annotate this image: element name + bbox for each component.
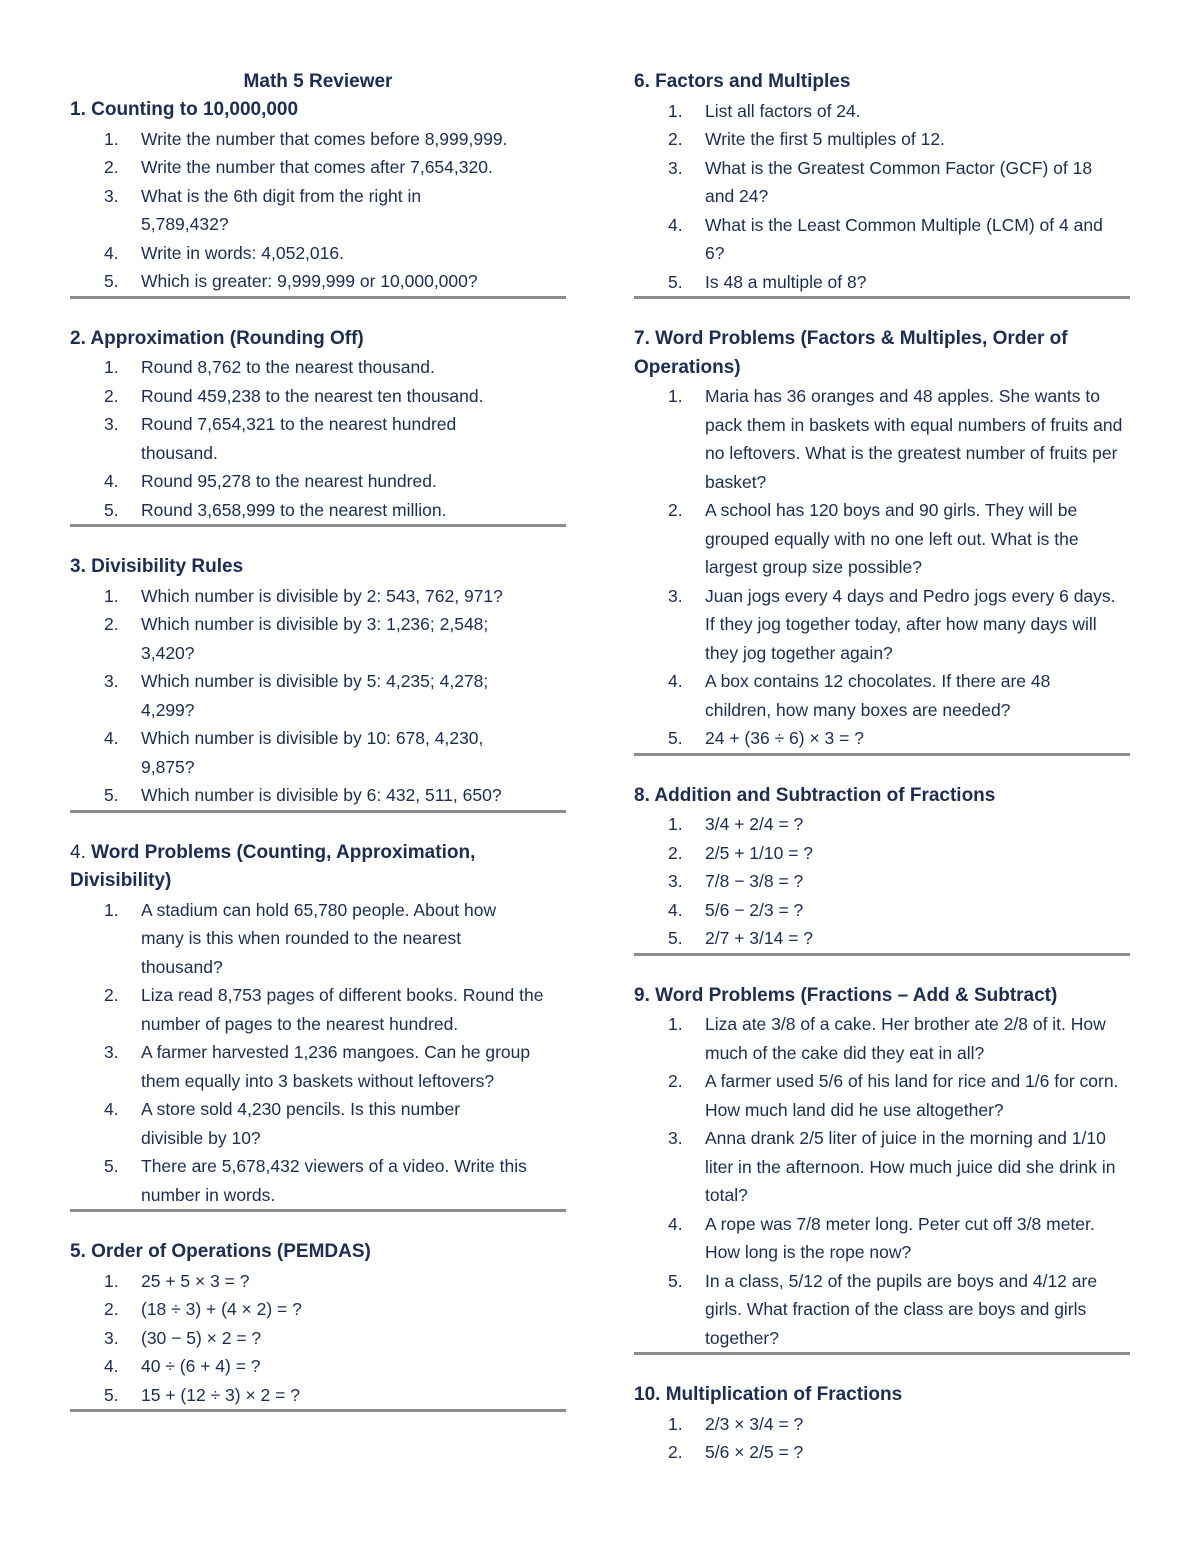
list-item [70,1152,566,1209]
item-number: 3. [104,1327,119,1348]
section-word-problems-counting [70,839,566,1213]
item-number: 5. [104,785,119,805]
list-item [70,1095,566,1152]
list-item [70,724,566,781]
item-number: 3. [104,1042,119,1062]
item-text: Write the number that comes after 7,654,320. [141,157,493,177]
list-item [70,239,566,268]
item-number: 4. [668,899,683,920]
list-item [70,182,566,239]
list-item [634,839,1130,868]
section-number: 4. [70,841,86,863]
list-item [634,125,1130,154]
list-item [634,154,1130,211]
list-item [70,610,566,667]
item-text: 25 + 5 × 3 = ? [141,1270,250,1291]
list-item [70,125,566,154]
list-item [70,410,566,467]
item-text: 7/8 − 3/8 = ? [705,871,804,891]
section-heading [70,839,566,896]
list-item [634,268,1130,297]
item-number: 5. [668,1270,683,1291]
item-text: A rope was 7/8 meter long. Peter cut off 3/8 meter. How long is the rope now? [705,1213,1095,1262]
section-factors-multiples [634,68,1130,299]
page-title: Math 5 Reviewer [243,71,393,92]
item-text: 3/4 + 2/4 = ? [705,814,804,834]
item-text: (30 − 5) × 2 = ? [141,1327,262,1348]
list-item [70,1038,566,1095]
list-item [634,867,1130,896]
section-heading: 5. Order of Operations (PEMDAS) [70,1241,371,1262]
section-heading: 8. Addition and Subtraction of Fractions [634,784,996,806]
item-text: 40 ÷ (6 + 4) = ? [141,1356,261,1376]
list-item [634,211,1130,268]
item-text: Which number is divisible by 2: 543, 762, 971? [141,585,503,606]
item-text: Write in words: 4,052,016. [141,242,344,263]
list-item [634,1067,1130,1124]
item-text: What is the Least Common Multiple (LCM) of 4 and 6? [705,214,1103,263]
item-number: 2. [104,985,119,1005]
question-list [70,353,566,524]
list-item [70,1267,566,1296]
item-number: 3. [104,671,119,691]
item-number: 2. [668,842,683,863]
item-text: 5/6 × 2/5 = ? [705,1442,804,1462]
item-number: 5. [104,1384,119,1405]
item-number: 4. [668,214,683,235]
item-number: 1. [104,899,119,920]
item-number: 5. [668,728,683,748]
list-item [634,724,1130,753]
item-text: 15 + (12 ÷ 3) × 2 = ? [141,1384,300,1405]
item-number: 4. [104,1356,119,1376]
item-text: What is the 6th digit from the right in 5,789,432? [141,185,422,234]
question-list [634,1410,1130,1467]
list-item [70,1352,566,1381]
item-text: In a class, 5/12 of the pupils are boys and 4/12 are girls. What fraction of the class are boys and girls together? [705,1270,1098,1348]
list-item [70,1381,566,1410]
list-item [70,781,566,810]
item-number: 3. [668,1128,683,1148]
list-item [634,896,1130,925]
item-text: Write the first 5 multiples of 12. [705,129,945,149]
item-number: 4. [104,471,119,491]
section-counting [70,96,566,299]
item-number: 4. [104,242,119,263]
section-order-of-operations [70,1238,566,1412]
list-item [70,667,566,724]
question-list [70,896,566,1210]
section-divider [70,296,566,299]
section-divider [70,1209,566,1212]
item-text: 2/7 + 3/14 = ? [705,928,814,948]
item-number: 3. [104,185,119,206]
item-number: 1. [104,357,119,377]
question-list [634,810,1130,953]
list-item [634,1010,1130,1067]
item-text: A store sold 4,230 pencils. Is this number divisible by 10? [141,1099,461,1148]
item-text: Liza read 8,753 pages of different books. Round the number of pages to the nearest hundred. [141,985,544,1034]
section-heading: 6. Factors and Multiples [634,71,851,92]
list-item [70,896,566,982]
question-list [70,582,566,810]
item-text: (18 ÷ 3) + (4 × 2) = ? [141,1299,302,1319]
item-text: Round 95,278 to the nearest hundred. [141,471,437,491]
item-text: A box contains 12 chocolates. If there are 48 children, how many boxes are needed? [705,671,1051,720]
section-heading: 1. Counting to 10,000,000 [70,99,299,120]
list-item [70,353,566,382]
list-item [634,1210,1130,1267]
section-heading: 2. Approximation (Rounding Off) [70,327,364,349]
item-text: There are 5,678,432 viewers of a video. Write this number in words. [141,1156,527,1205]
item-text: Round 7,654,321 to the nearest hundred thousand. [141,414,457,463]
item-text: Which number is divisible by 3: 1,236; 2,548; 3,420? [141,614,489,663]
item-number: 4. [668,1213,683,1234]
item-text: Which is greater: 9,999,999 or 10,000,000? [141,271,478,291]
item-number: 2. [104,385,119,406]
section-divider [634,953,1130,956]
item-number: 5. [668,928,683,948]
section-divider [634,296,1130,299]
item-text: 2/3 × 3/4 = ? [705,1413,804,1434]
item-text: 2/5 + 1/10 = ? [705,842,814,863]
item-number: 3. [668,157,683,178]
question-list [634,1010,1130,1352]
item-number: 4. [104,1099,119,1119]
list-item [70,267,566,296]
item-text: A school has 120 boys and 90 girls. They will be grouped equally with no one left out. What is the largest group size possible? [705,500,1079,577]
item-number: 1. [668,814,683,834]
list-item [634,97,1130,126]
section-approximation [70,325,566,528]
item-text: 5/6 − 2/3 = ? [705,899,804,920]
item-text: Maria has 36 oranges and 48 apples. She wants to pack them in baskets with equal numbers of fruits and no leftovers. What is the greatest number of fruits per basket? [705,386,1123,492]
item-text: Round 8,762 to the nearest thousand. [141,357,435,377]
list-item [70,153,566,182]
list-item [634,1124,1130,1210]
list-item [70,496,566,525]
item-text: Which number is divisible by 10: 678, 4,230, 9,875? [141,728,484,777]
item-text: A stadium can hold 65,780 people. About how many is this when rounded to the nearest thousand? [141,899,497,977]
left-column [70,68,566,1438]
item-text: Liza ate 3/8 of a cake. Her brother ate 2/8 of it. How much of the cake did they eat in all? [705,1014,1106,1063]
item-text: List all factors of 24. [705,100,861,121]
item-number: 2. [104,614,119,634]
section-divider [634,1352,1130,1355]
list-item [70,582,566,611]
section-divider [634,753,1130,756]
item-text: Which number is divisible by 5: 4,235; 4,278; 4,299? [141,671,489,720]
item-number: 2. [668,1442,683,1462]
item-text: Is 48 a multiple of 8? [705,271,867,292]
question-list [70,125,566,296]
item-number: 3. [668,871,683,891]
list-item [70,1295,566,1324]
list-item [634,1267,1130,1353]
section-divider [70,524,566,527]
section-heading: 7. Word Problems (Factors & Multiples, Order of Operations) [634,328,1068,378]
section-divisibility [70,553,566,813]
question-list [634,97,1130,297]
item-number: 1. [104,585,119,606]
item-number: 2. [668,129,683,149]
item-number: 1. [668,1413,683,1434]
list-item [634,667,1130,724]
item-number: 5. [668,271,683,292]
item-number: 1. [104,1270,119,1291]
item-number: 1. [668,1014,683,1034]
list-item [634,382,1130,496]
item-text: 24 + (36 ÷ 6) × 3 = ? [705,728,864,748]
item-number: 4. [668,671,683,691]
item-number: 4. [104,728,119,748]
list-item [634,582,1130,668]
item-number: 2. [104,157,119,177]
item-number: 2. [668,1071,683,1091]
item-number: 3. [668,585,683,606]
item-text: A farmer harvested 1,236 mangoes. Can he group them equally into 3 baskets without leftovers? [141,1042,531,1091]
section-divider [70,1409,566,1412]
section-heading: 10. Multiplication of Fractions [634,1384,903,1405]
item-number: 2. [668,500,683,520]
section-heading: 9. Word Problems (Fractions – Add & Subtract) [634,984,1058,1006]
item-number: 5. [104,1156,119,1176]
item-number: 5. [104,271,119,291]
item-number: 5. [104,499,119,520]
item-number: 1. [668,100,683,121]
item-text: Juan jogs every 4 days and Pedro jogs every 6 days. If they jog together today, after how many days will they jog together again? [705,585,1116,663]
list-item [634,1410,1130,1439]
list-item [70,1324,566,1353]
item-number: 1. [668,386,683,406]
list-item [634,810,1130,839]
list-item [70,467,566,496]
section-heading: 3. Divisibility Rules [70,556,244,577]
question-list [70,1267,566,1410]
question-list [634,382,1130,753]
list-item [634,1438,1130,1467]
item-number: 3. [104,414,119,434]
list-item [634,924,1130,953]
item-number: 1. [104,128,119,149]
section-word-problems-factors [634,325,1130,756]
list-item [70,981,566,1038]
section-word-problems-fractions [634,982,1130,1356]
right-column [634,68,1130,1467]
item-text: Anna drank 2/5 liter of juice in the morning and 1/10 liter in the afternoon. How much juice did she drink in total? [705,1128,1116,1205]
list-item [634,496,1130,582]
item-text: Which number is divisible by 6: 432, 511, 650? [141,785,502,805]
section-heading-text: Word Problems (Counting, Approximation, Divisibility) [70,841,476,891]
list-item [70,382,566,411]
item-text: A farmer used 5/6 of his land for rice and 1/6 for corn. How much land did he use altogether? [705,1071,1119,1120]
section-add-sub-fractions [634,782,1130,956]
item-text: Round 3,658,999 to the nearest million. [141,499,447,520]
item-text: What is the Greatest Common Factor (GCF) of 18 and 24? [705,157,1093,206]
section-divider [70,810,566,813]
item-number: 2. [104,1299,119,1319]
item-text: Write the number that comes before 8,999,999. [141,128,508,149]
item-text: Round 459,238 to the nearest ten thousand. [141,385,484,406]
section-multiplication-fractions [634,1381,1130,1467]
